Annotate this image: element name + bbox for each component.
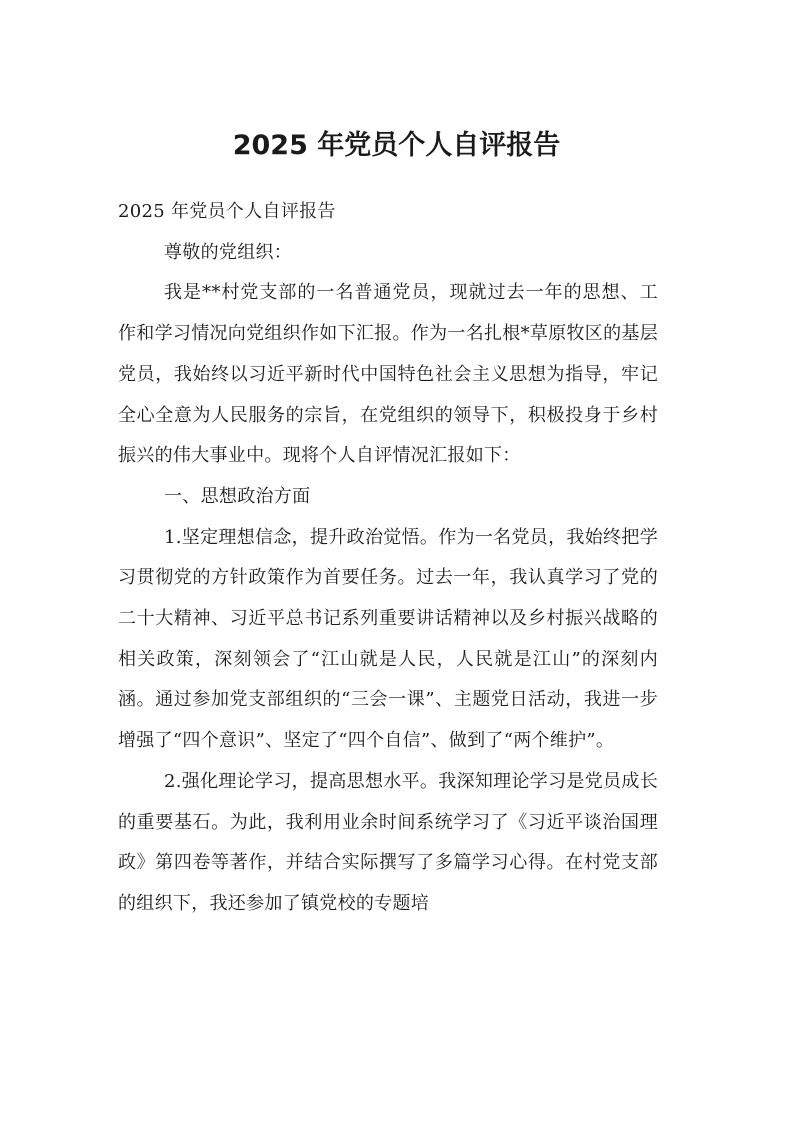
paragraph-intro: 我是**村党支部的一名普通党员，现就过去一年的思想、工作和学习情况向党组织作如下汇报。作为一名扎根*草原牧区的基层党员，我始终以习近平新时代中国特色社会主义思想为指导，牢记全心全意为人民服务的宗旨，在党组织的领导下，积极投身于乡村振兴的伟大事业中。现将个人自评情况汇报如下： xyxy=(118,282,658,467)
document-title: 2025 年党员个人自评报告 xyxy=(232,130,561,161)
paragraph-item-1: 1.坚定理想信念，提升政治觉悟。作为一名党员，我始终把学习贯彻党的方针政策作为首要任务。过去一年，我认真学习了党的二十大精神、习近平总书记系列重要讲话精神以及乡村振兴战略的相关政策，深刻领会了“江山就是人民，人民就是江山”的深刻内涵。通过参加党支部组织的“三会一课”、主题党日活动，我进一步增强了“四个意识”、坚定了“四个自信”、做到了“两个维护”。 xyxy=(118,526,658,752)
salutation: 尊敬的党组织： xyxy=(164,241,293,263)
document-subtitle: 2025 年党员个人自评报告 xyxy=(118,201,336,222)
paragraph-item-2: 2.强化理论学习，提高思想水平。我深知理论学习是党员成长的重要基石。为此，我利用业余时间系统学习了《习近平谈治国理政》第四卷等著作，并结合实际撰写了多篇学习心得。在村党支部的组织下，我还参加了镇党校的专题培 xyxy=(118,770,658,914)
section-heading-ideology: 一、思想政治方面 xyxy=(164,485,311,507)
document-body xyxy=(118,192,658,925)
